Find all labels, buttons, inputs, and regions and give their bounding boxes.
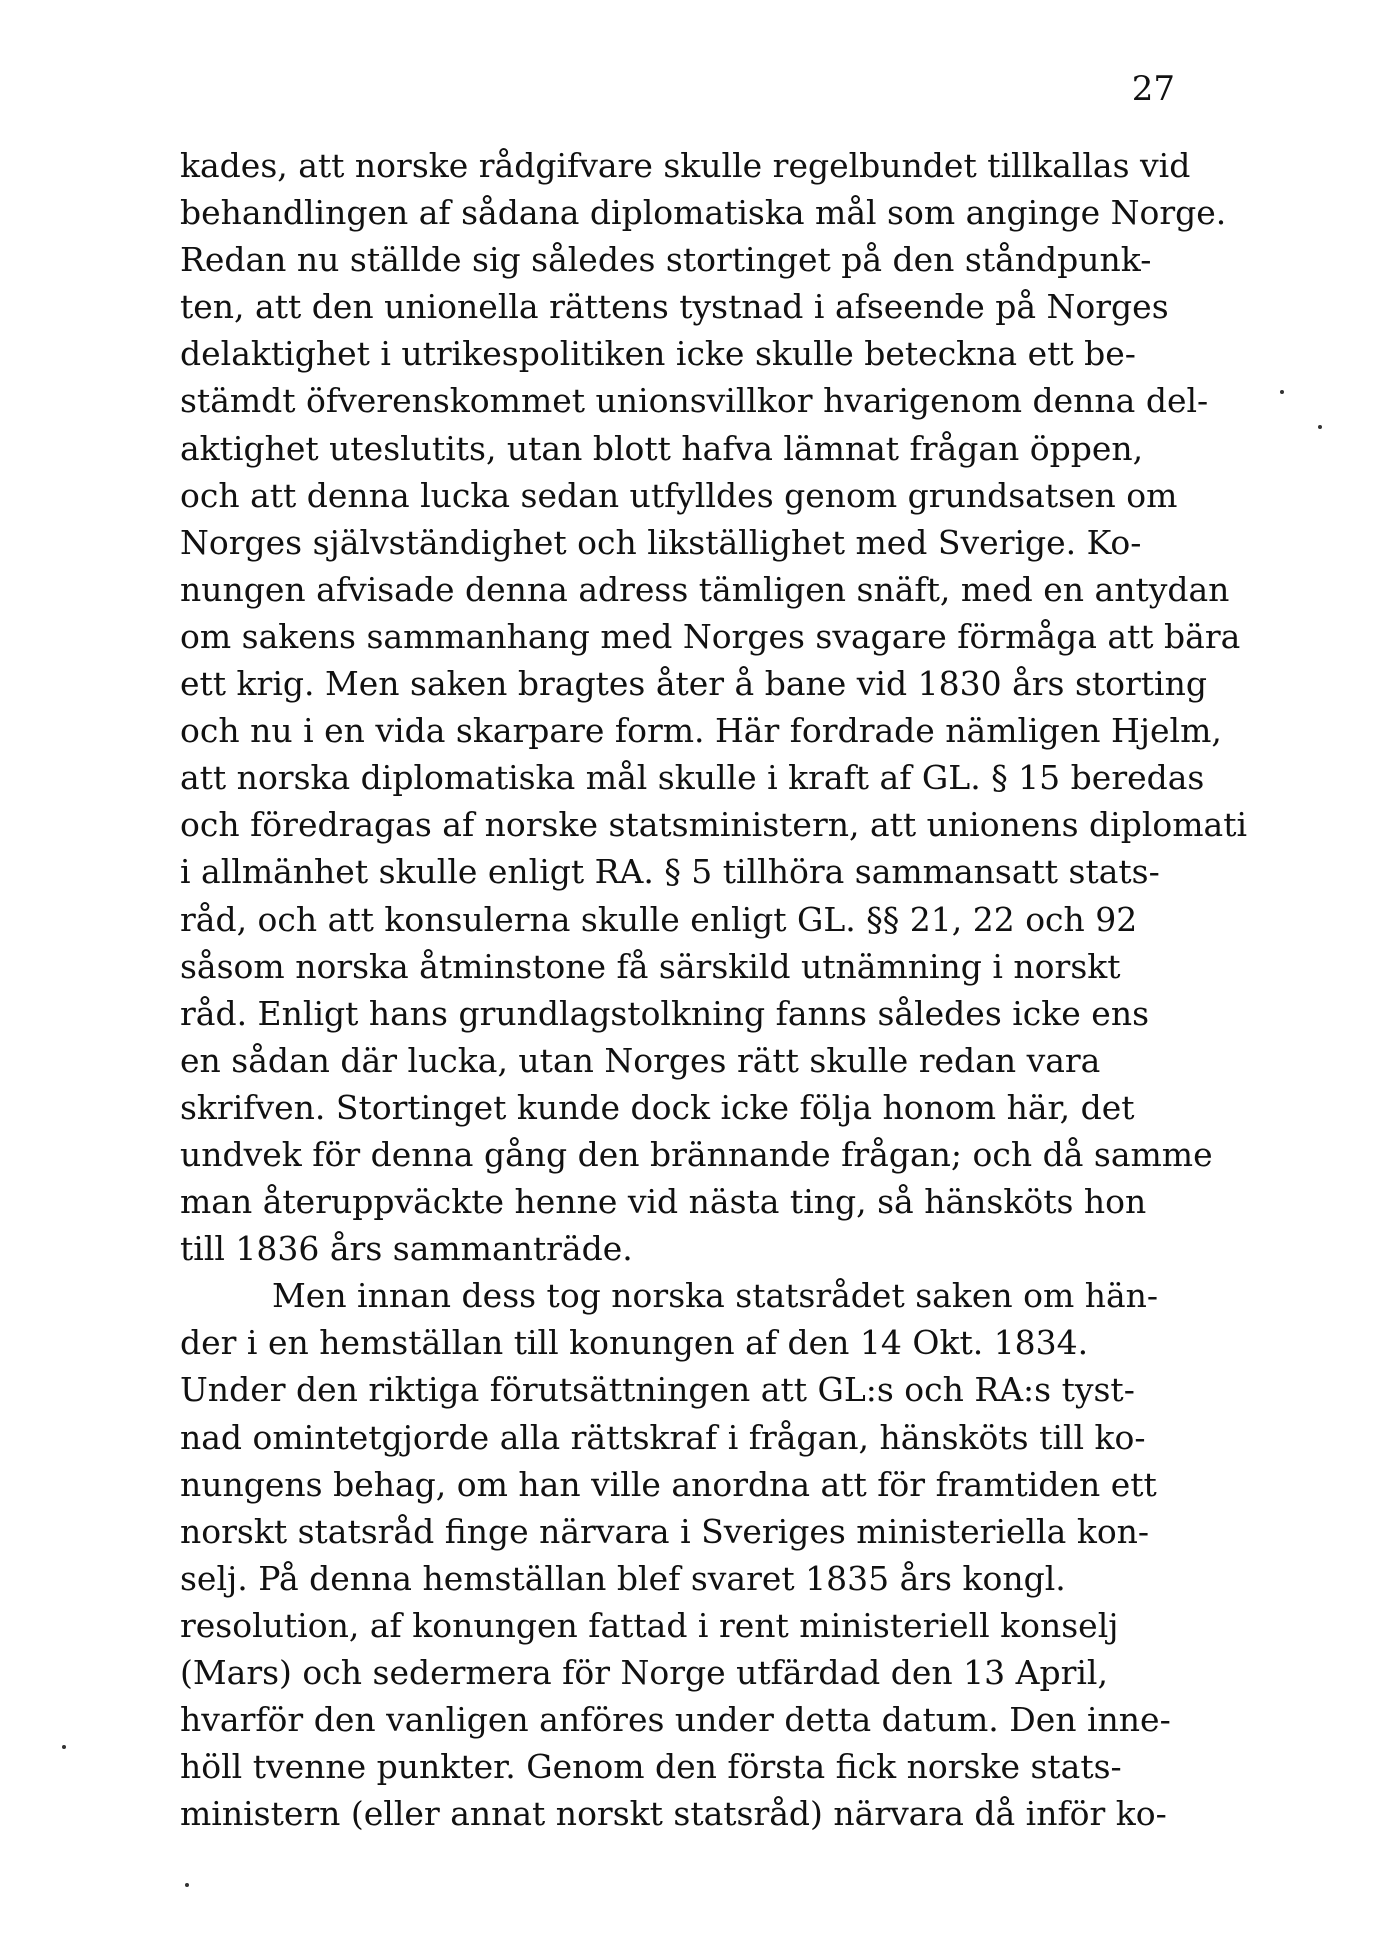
text-line: Under den riktiga förutsättningen att GL:s och RA:s tyst- (180, 1370, 1135, 1410)
text-line: såsom norska åtminstone få särskild utnämning i norskt (180, 946, 1121, 986)
scan-speck (1280, 390, 1284, 394)
text-line: (Mars) och sedermera för Norge utfärdad den 13 April, (180, 1653, 1108, 1692)
text-line: norskt statsråd finge närvara i Sveriges ministeriella kon- (180, 1511, 1150, 1551)
text-line: stämdt öfverenskommet unionsvillkor hvarigenom denna del- (180, 381, 1209, 421)
text-line: ten, att den unionella rättens tystnad i afseende på Norges (180, 287, 1169, 327)
text-line: och att denna lucka sedan utfylldes genom grundsatsen om (180, 475, 1178, 515)
text-line: att norska diplomatiska mål skulle i kraft af GL. § 15 beredas (180, 758, 1205, 798)
text-line: ett krig. Men saken bragtes åter å bane vid 1830 års storting (180, 664, 1207, 704)
text-line: nungens behag, om han ville anordna att för framtiden ett (180, 1464, 1157, 1504)
text-line: nad omintetgjorde alla rättskraf i frågan, hänsköts till ko- (180, 1417, 1146, 1457)
text-line: nungen afvisade denna adress tämligen snäft, med en antydan (180, 569, 1230, 609)
text-line: der i en hemställan till konungen af den 14 Okt. 1834. (180, 1323, 1089, 1363)
body-text (180, 142, 1248, 1837)
text-line: en sådan där lucka, utan Norges rätt skulle redan vara (180, 1040, 1101, 1080)
text-line: delaktighet i utrikespolitiken icke skulle beteckna ett be- (180, 334, 1136, 374)
scan-speck (62, 1745, 66, 1749)
text-line: aktighet uteslutits, utan blott hafva lämnat frågan öppen, (180, 428, 1144, 468)
text-line: undvek för denna gång den brännande frågan; och då samme (180, 1134, 1213, 1174)
text-line: om sakens sammanhang med Norges svagare förmåga att bära (180, 616, 1241, 656)
text-line: höll tvenne punkter. Genom den första fick norske stats- (180, 1747, 1122, 1787)
text-line: ministern (eller annat norskt statsråd) närvara då inför ko- (180, 1794, 1167, 1834)
text-line: behandlingen af sådana diplomatiska mål som anginge Norge. (180, 193, 1227, 233)
text-line: selj. På denna hemställan blef svaret 1835 års kongl. (180, 1558, 1066, 1598)
text-line: Norges självständighet och likställighet med Sverige. Ko- (180, 522, 1142, 562)
text-line: kades, att norske rådgifvare skulle regelbundet tillkallas vid (180, 146, 1191, 185)
page-number: 27 (1131, 69, 1175, 109)
text-line: resolution, af konungen fattad i rent ministeriell konselj (180, 1605, 1119, 1645)
text-line: till 1836 års sammanträde. (180, 1229, 633, 1269)
text-line: Redan nu ställde sig således stortinget på den ståndpunk- (180, 240, 1152, 280)
text-line: råd, och att konsulerna skulle enligt GL. §§ 21, 22 och 92 (180, 899, 1138, 939)
text-line: och nu i en vida skarpare form. Här fordrade nämligen Hjelm, (180, 711, 1222, 751)
text-line: och föredragas af norske statsministern, att unionens diplomati (180, 805, 1248, 845)
text-line: Men innan dess tog norska statsrådet saken om hän- (272, 1276, 1159, 1316)
text-line: man återuppväckte henne vid nästa ting, så hänsköts hon (180, 1182, 1147, 1222)
text-line: hvarför den vanligen anföres under detta datum. Den inne- (180, 1700, 1171, 1740)
scan-speck (185, 1883, 189, 1887)
scan-speck (1318, 425, 1322, 429)
text-line: skrifven. Stortinget kunde dock icke följa honom här, det (180, 1087, 1135, 1127)
text-line: i allmänhet skulle enligt RA. § 5 tillhöra sammansatt stats- (180, 852, 1160, 892)
text-line: råd. Enligt hans grundlagstolkning fanns således icke ens (180, 993, 1150, 1033)
